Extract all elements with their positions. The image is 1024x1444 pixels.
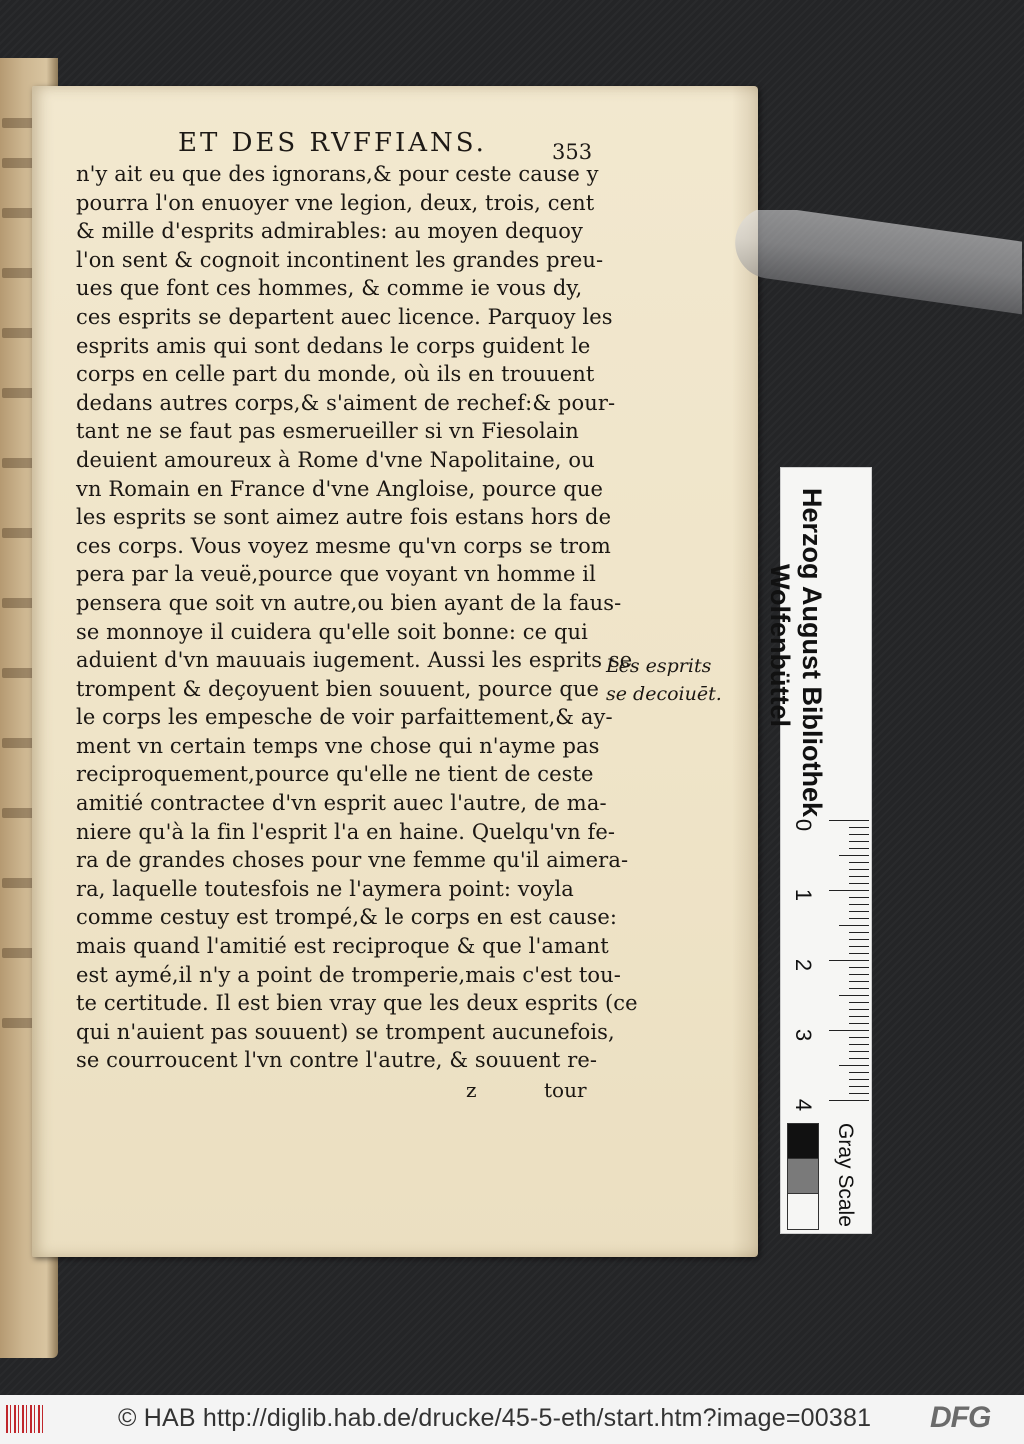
color-reference-card bbox=[765, 467, 872, 1234]
text-line: vn Romain en France d'vne Angloise, pource que bbox=[76, 476, 603, 501]
viewer-footer bbox=[0, 1395, 1024, 1444]
scale-tick bbox=[849, 1058, 869, 1059]
scale-tick bbox=[849, 988, 869, 989]
scale-tick bbox=[849, 1002, 869, 1003]
text-line: se courroucent l'vn contre l'autre, & souuent re- bbox=[76, 1048, 598, 1073]
scale-tick bbox=[849, 974, 869, 975]
scale-tick bbox=[849, 953, 869, 954]
scale-tick bbox=[849, 1051, 869, 1052]
scale-number: 3 bbox=[791, 1028, 816, 1042]
scale-tick bbox=[849, 883, 869, 884]
scale-number: 4 bbox=[791, 1098, 816, 1112]
scale-tick bbox=[849, 1009, 869, 1010]
swatch-gray bbox=[787, 1158, 819, 1195]
text-line: esprits amis qui sont dedans le corps guident le bbox=[76, 333, 591, 358]
signature-mark: z bbox=[466, 1078, 477, 1102]
text-line: trompent & deçoyuent bien souuent, pource que bbox=[76, 676, 600, 701]
scale-tick bbox=[849, 841, 869, 842]
text-line: les esprits se sont aimez autre fois estans hors de bbox=[76, 505, 612, 530]
text-line: ces corps. Vous voyez mesme qu'vn corps se trom bbox=[76, 533, 611, 558]
scale-tick bbox=[849, 918, 869, 919]
text-line: & mille d'esprits admirables: au moyen dequoy bbox=[76, 219, 583, 244]
catchword: tour bbox=[544, 1078, 587, 1102]
scale-tick bbox=[849, 862, 869, 863]
margin-note-line: se decoiuēt. bbox=[606, 683, 722, 705]
scale-number: 1 bbox=[791, 888, 816, 902]
text-line: n'y ait eu que des ignorans,& pour ceste cause y bbox=[76, 162, 599, 186]
text-line: ues que font ces hommes, & comme ie vous dy, bbox=[76, 276, 583, 301]
scale-tick bbox=[849, 1093, 869, 1094]
scale-tick bbox=[849, 1072, 869, 1073]
text-line: tant ne se faut pas esmerueiller si vn Fiesolain bbox=[76, 419, 579, 444]
text-line: dedans autres corps,& s'aiment de rechef:& pour- bbox=[76, 390, 616, 415]
text-line: mais quand l'amitié est reciproque & que l'amant bbox=[76, 934, 609, 959]
scale-tick bbox=[829, 1100, 869, 1101]
library-city: Wolfenbüttel bbox=[765, 564, 795, 727]
text-line: deuient amoureux à Rome d'vne Napolitaine, ou bbox=[76, 447, 595, 472]
swatch-black bbox=[787, 1123, 819, 1160]
scale-tick bbox=[849, 1044, 869, 1045]
text-line: pensera que soit vn autre,ou bien ayant de la faus- bbox=[76, 590, 622, 615]
scale-tick bbox=[829, 890, 869, 891]
text-line: se monnoye il cuidera qu'elle soit bonne: ce qui bbox=[76, 619, 588, 644]
scale-tick bbox=[849, 967, 869, 968]
scale-tick bbox=[829, 960, 869, 961]
text-line: qui n'auient pas souuent) se trompent aucunefois, bbox=[76, 1019, 615, 1044]
running-head: ET DES RVFFIANS. bbox=[178, 128, 487, 158]
gray-scale-label: Gray Scale bbox=[834, 1123, 857, 1227]
scale-tick bbox=[849, 1016, 869, 1017]
text-line: corps en celle part du monde, où ils en trouuent bbox=[76, 362, 595, 387]
text-line: le corps les empesche de voir parfaittement,& ay- bbox=[76, 705, 613, 730]
scale-tick bbox=[849, 876, 869, 877]
scale-tick bbox=[849, 1086, 869, 1087]
scale-tick bbox=[849, 946, 869, 947]
text-line: ces esprits se departent auec licence. Parquoy les bbox=[76, 304, 613, 329]
scale-tick bbox=[829, 1030, 869, 1031]
margin-note bbox=[606, 652, 720, 708]
scale-number: 2 bbox=[791, 958, 816, 972]
cm-scale bbox=[781, 820, 871, 1112]
page-number: 353 bbox=[552, 140, 593, 164]
text-line: te certitude. Il est bien vray que les deux esprits (ce bbox=[76, 991, 638, 1016]
text-line: ment vn certain temps vne chose qui n'ayme pas bbox=[76, 733, 600, 758]
scale-tick bbox=[829, 820, 869, 821]
text-line: ra de grandes choses pour vne femme qu'il aimera- bbox=[76, 848, 629, 873]
body-text bbox=[76, 160, 638, 1075]
scale-tick bbox=[839, 855, 869, 856]
scale-tick bbox=[839, 1065, 869, 1066]
scale-number: 0 bbox=[791, 818, 816, 832]
clip-shape bbox=[731, 210, 1022, 318]
text-line: pera par la veuë,pource que voyant vn homme il bbox=[76, 562, 596, 587]
text-line: ra, laquelle toutesfois ne l'aymera point: voyla bbox=[76, 876, 574, 901]
text-line: aduient d'vn mauuais iugement. Aussi les esprits se bbox=[76, 648, 633, 673]
scale-tick bbox=[849, 869, 869, 870]
page-clip bbox=[722, 210, 1022, 320]
scale-tick bbox=[849, 1079, 869, 1080]
scale-tick bbox=[849, 848, 869, 849]
scale-tick bbox=[849, 981, 869, 982]
text-line: est aymé,il n'y a point de tromperie,mais c'est tou- bbox=[76, 962, 621, 987]
margin-note-line: Les esprits bbox=[606, 655, 712, 677]
scale-tick bbox=[849, 904, 869, 905]
scale-tick bbox=[849, 1023, 869, 1024]
scale-tick bbox=[849, 911, 869, 912]
scale-tick bbox=[849, 932, 869, 933]
text-line: amitié contractee d'vn esprit auec l'autre, de ma- bbox=[76, 791, 607, 816]
hab-logo-icon bbox=[6, 1405, 46, 1433]
swatch-white bbox=[787, 1193, 819, 1230]
scale-tick bbox=[849, 827, 869, 828]
text-line: niere qu'à la fin l'esprit l'a en haine. Quelqu'vn fe- bbox=[76, 819, 616, 844]
scale-tick bbox=[839, 995, 869, 996]
scale-tick bbox=[849, 1037, 869, 1038]
text-line: reciproquement,pource qu'elle ne tient de ceste bbox=[76, 762, 594, 787]
scale-tick bbox=[849, 834, 869, 835]
dfg-logo: DFG bbox=[930, 1401, 991, 1434]
library-name: Herzog August Bibliothek bbox=[797, 488, 827, 817]
scale-tick bbox=[849, 939, 869, 940]
scale-tick bbox=[849, 897, 869, 898]
copyright-link[interactable]: © HAB http://diglib.hab.de/drucke/45-5-eth/start.htm?image=00381 bbox=[118, 1404, 872, 1432]
text-line: comme cestuy est trompé,& le corps en est cause: bbox=[76, 905, 618, 930]
text-line: pourra l'on enuoyer vne legion, deux, trois, cent bbox=[76, 190, 595, 215]
text-line: l'on sent & cognoit incontinent les grandes preu- bbox=[76, 247, 604, 272]
scale-tick bbox=[839, 925, 869, 926]
